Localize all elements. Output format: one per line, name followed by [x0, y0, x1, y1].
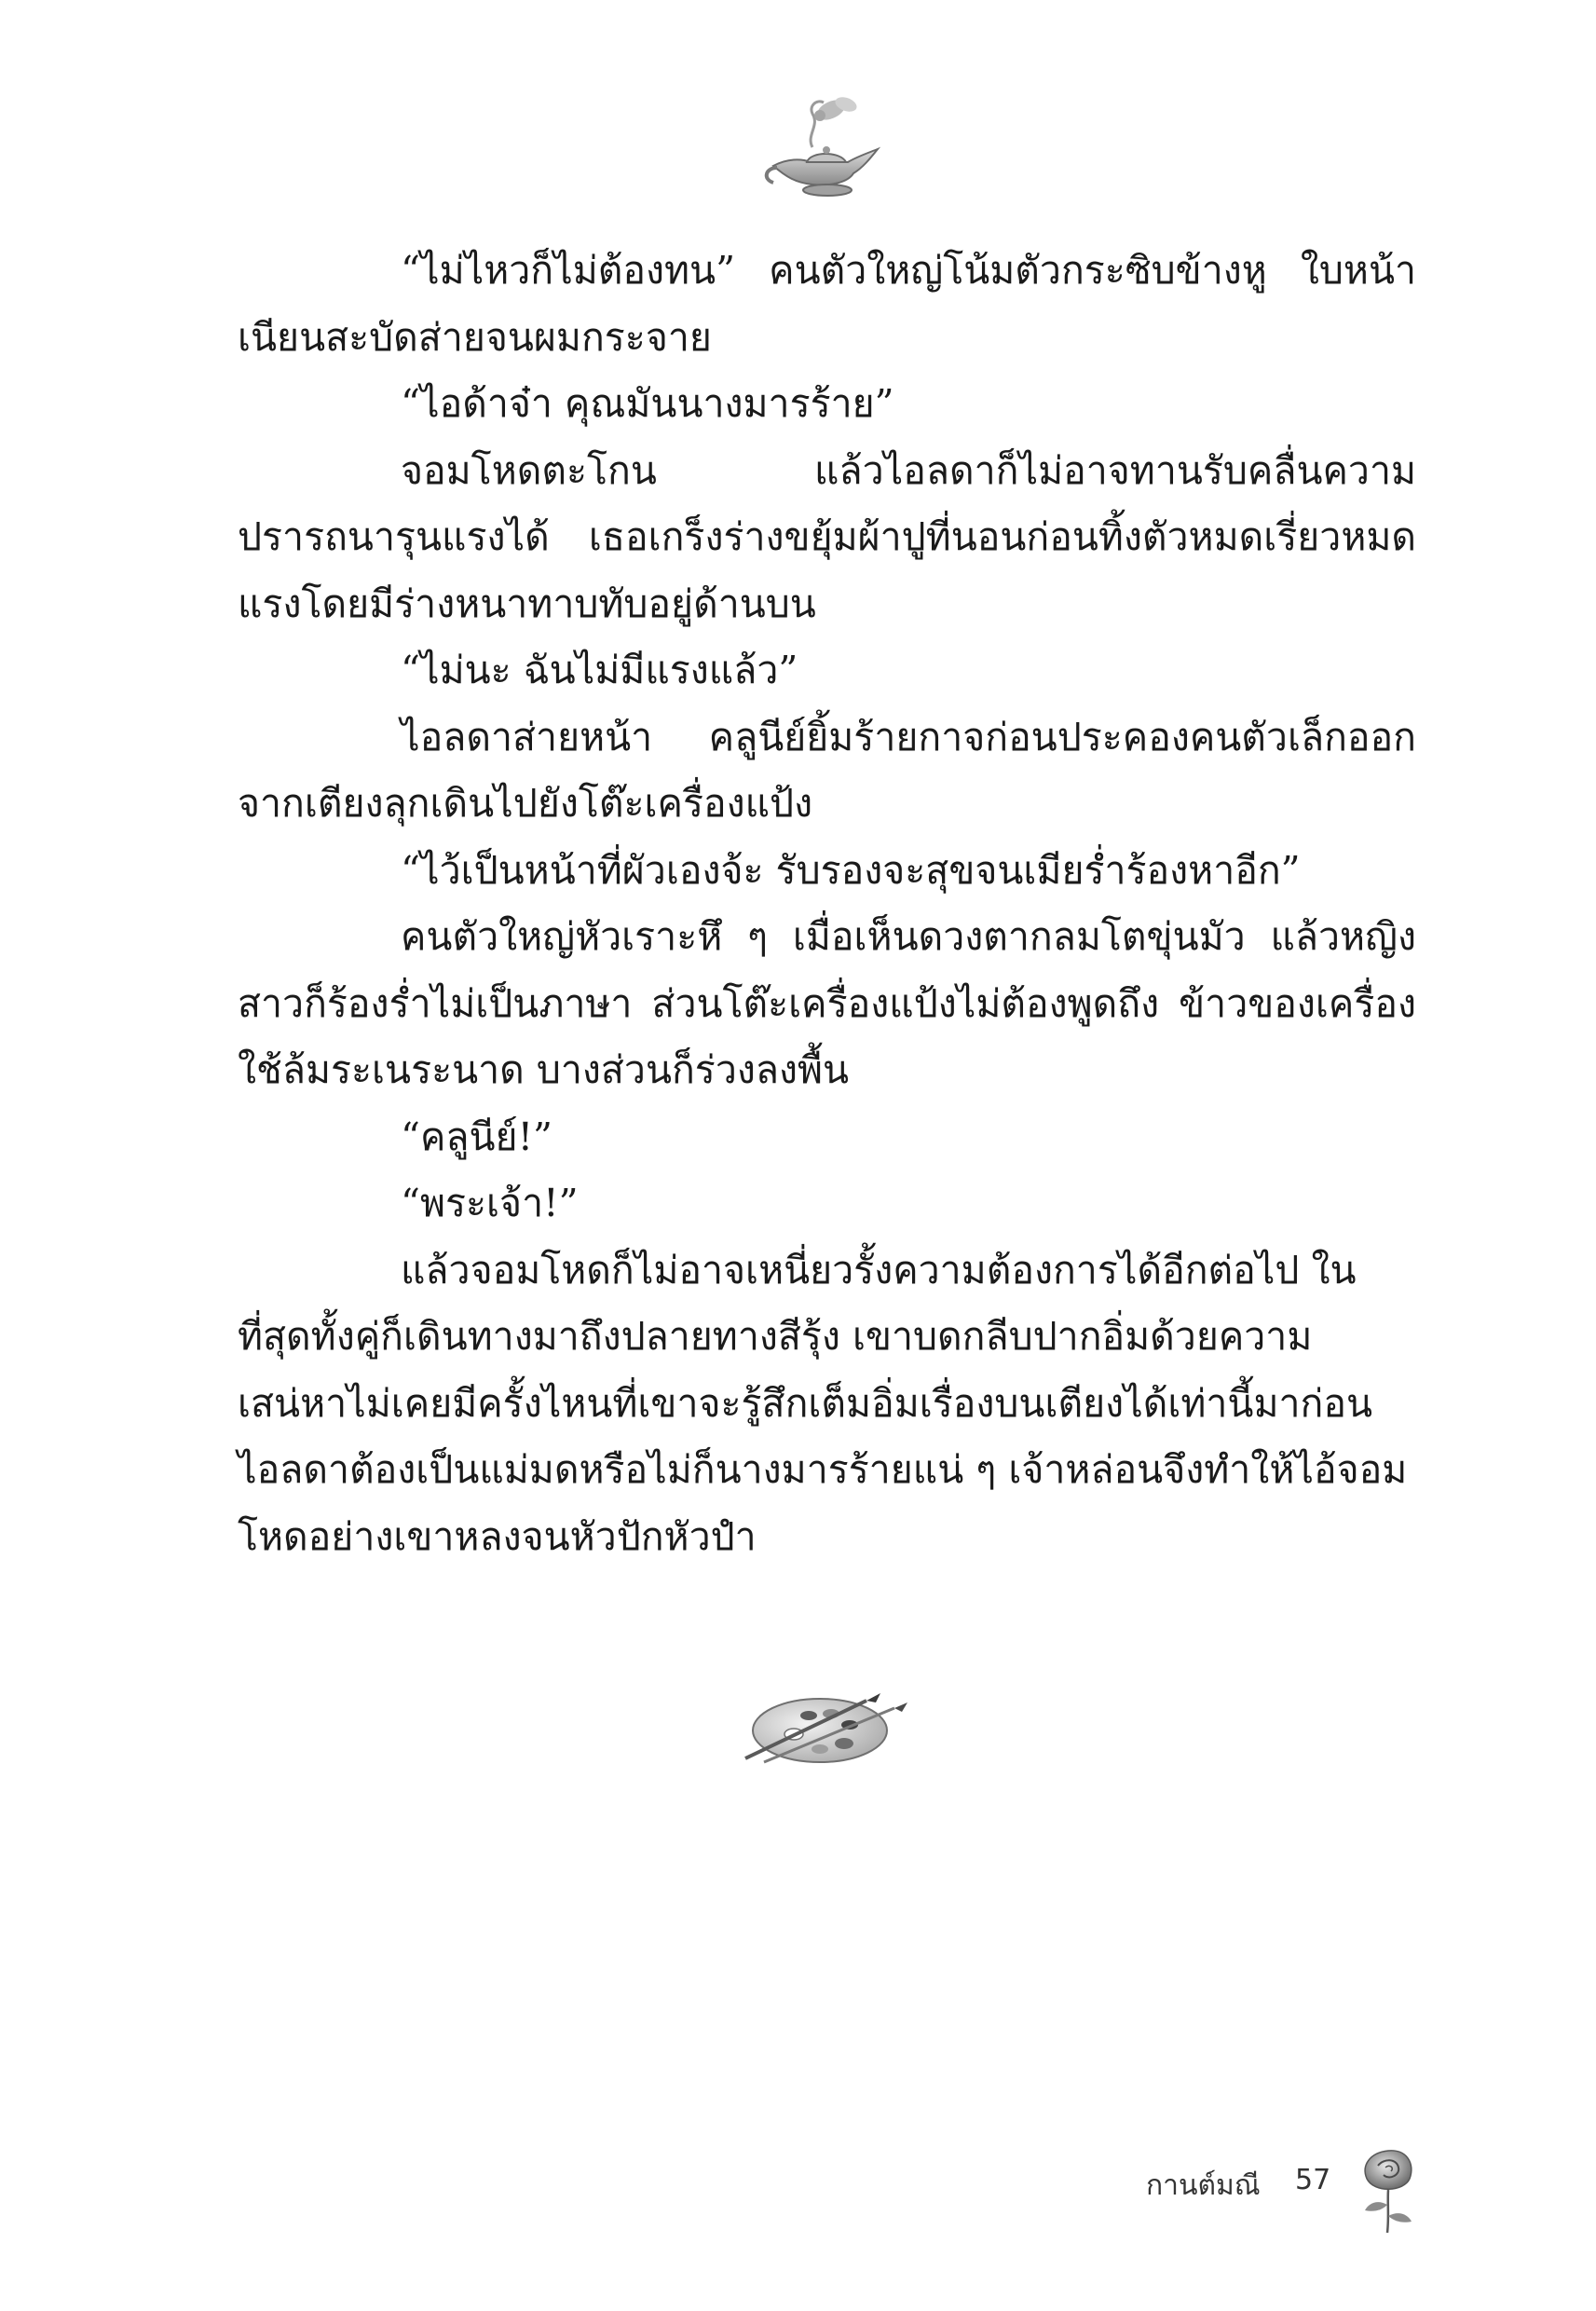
author-name: กานต์มณี — [1146, 2169, 1261, 2202]
paragraph: คนตัวใหญ่หัวเราะหึ ๆ เมื่อเห็นดวงตากลมโตขุ่นมัว แล้วหญิงสาวก็ร้องร่ำไม่เป็นภาษา ส่วนโต๊ะเครื่องแป้งไม่ต้องพูดถึง ข้าวของเครื่องใช้ล้มระเนระนาด บางส่วนก็ร่วงลงพื้น — [238, 914, 1416, 1092]
paragraph: ไอลดาส่ายหน้า คลูนีย์ยิ้มร้ายกาจก่อนประคองคนตัวเล็กออกจากเตียงลุกเดินไปยังโต๊ะเครื่องแป้ง — [238, 714, 1416, 826]
paragraph: จอมโหดตะโกน แล้วไอลดาก็ไม่อาจทานรับคลื่นความปรารถนารุนแรงได้ เธอเกร็งร่างขยุ้มผ้าปูที่นอนก่อนทิ้งตัวหมดเรี่ยวหมดแรงโดยมีร่างหนาทาบทับอยู่ด้านบน — [238, 447, 1416, 626]
paragraph: แล้วจอมโหดก็ไม่อาจเหนี่ยวรั้งความต้องการได้อีกต่อไป ในที่สุดทั้งคู่ก็เดินทางมาถึงปลายทางสีรุ้ง เขาบดกลีบปากอิ่มด้วยความเสน่หาไม่เคยมีครั้งไหนที่เขาจะรู้สึกเต็มอิ่มเรื่องบนเตียงได้เท่านี้มาก่อน ไอลดาต้องเป็นแม่มดหรือไม่ก็นางมารร้ายแน่ ๆ เจ้าหล่อนจึงทำให้ไอ้จอมโหดอย่างเขาหลงจนหัวปักหัวปำ — [238, 1247, 1408, 1559]
paragraph: “พระเจ้า!” — [401, 1181, 579, 1225]
paragraph: “ไม่ไหวก็ไม่ต้องทน” คนตัวใหญ่โน้มตัวกระซิบข้างหู ใบหน้าเนียนสะบัดส่ายจนผมกระจาย — [238, 248, 1416, 360]
rose-icon — [1356, 2143, 1421, 2236]
body-text — [238, 238, 1416, 1570]
paragraph: “ไม่นะ ฉันไม่มีแรงแล้ว” — [401, 648, 798, 692]
paint-palette-icon — [727, 1673, 913, 1775]
page-number: 57 — [1295, 2164, 1331, 2196]
page-footer — [1146, 2143, 1425, 2236]
paragraph: “คลูนีย์!” — [401, 1114, 552, 1159]
paragraph: “ไว้เป็นหน้าที่ผัวเองจ้ะ รับรองจะสุขจนเมียร่ำร้องหาอีก” — [401, 847, 1301, 893]
genie-lamp-icon — [755, 93, 885, 205]
paragraph: “ไอด้าจ๋า คุณมันนางมารร้าย” — [401, 381, 894, 426]
